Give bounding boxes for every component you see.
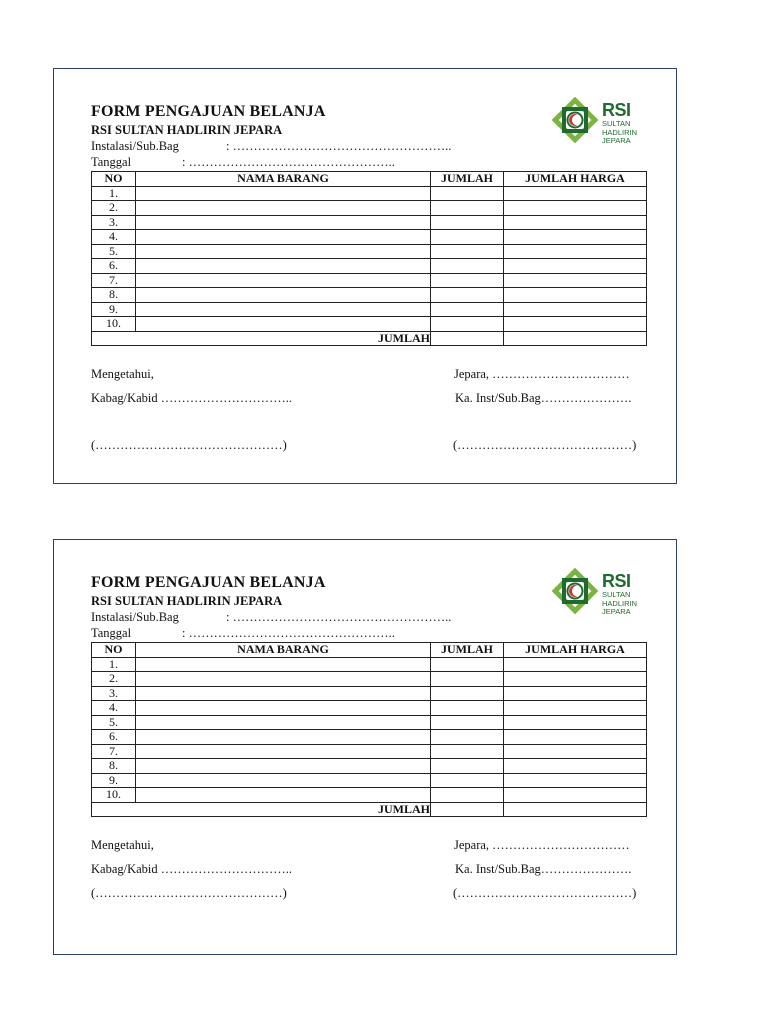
jumlah-cell[interactable] bbox=[431, 657, 504, 672]
tanggal-row bbox=[91, 626, 395, 641]
jumlah-cell[interactable] bbox=[431, 686, 504, 701]
nama-barang-cell[interactable] bbox=[136, 686, 431, 701]
jumlah-harga-cell[interactable] bbox=[504, 686, 647, 701]
form-subtitle: RSI SULTAN HADLIRIN JEPARA bbox=[91, 594, 283, 608]
jumlah-harga-cell[interactable] bbox=[504, 701, 647, 716]
instalasi-label: Instalasi/Sub.Bag bbox=[91, 139, 179, 153]
table-row bbox=[92, 672, 647, 687]
logo-line2: HADLIRIN bbox=[602, 127, 638, 137]
table-header-row bbox=[92, 643, 647, 658]
nama-barang-cell[interactable] bbox=[136, 317, 431, 332]
row-number: 3. bbox=[92, 686, 136, 701]
jumlah-cell[interactable] bbox=[431, 715, 504, 730]
logo-text bbox=[602, 101, 637, 145]
nama-barang-cell[interactable] bbox=[136, 244, 431, 259]
nama-barang-cell[interactable] bbox=[136, 744, 431, 759]
logo-line1: SULTAN bbox=[602, 590, 631, 599]
kabag-kabid-line: Kabag/Kabid ………………………….. bbox=[91, 391, 293, 405]
total-label: JUMLAH bbox=[92, 802, 431, 817]
table-row bbox=[92, 317, 647, 332]
mengetahui-label: Mengetahui, bbox=[91, 367, 154, 381]
header-no: NO bbox=[92, 172, 136, 187]
table-row bbox=[92, 186, 647, 201]
row-number: 1. bbox=[92, 657, 136, 672]
row-number: 1. bbox=[92, 186, 136, 201]
row-number: 5. bbox=[92, 244, 136, 259]
jumlah-harga-cell[interactable] bbox=[504, 273, 647, 288]
logo-line1: SULTAN bbox=[602, 119, 631, 128]
nama-barang-cell[interactable] bbox=[136, 657, 431, 672]
table-row bbox=[92, 744, 647, 759]
row-number: 7. bbox=[92, 744, 136, 759]
jumlah-cell[interactable] bbox=[431, 788, 504, 803]
ka-inst-line: Ka. Inst/Sub.Bag…………………. bbox=[455, 862, 632, 876]
nama-barang-cell[interactable] bbox=[136, 701, 431, 716]
ka-inst-line: Ka. Inst/Sub.Bag…………………. bbox=[455, 391, 632, 405]
nama-barang-cell[interactable] bbox=[136, 773, 431, 788]
table-row bbox=[92, 273, 647, 288]
jumlah-harga-cell[interactable] bbox=[504, 186, 647, 201]
table-row bbox=[92, 288, 647, 303]
table-row bbox=[92, 302, 647, 317]
jumlah-harga-cell[interactable] bbox=[504, 759, 647, 774]
nama-barang-cell[interactable] bbox=[136, 730, 431, 745]
jumlah-harga-cell[interactable] bbox=[504, 302, 647, 317]
left-signature-name: (………………………………………) bbox=[91, 886, 287, 900]
items-table bbox=[91, 171, 647, 346]
table-row bbox=[92, 657, 647, 672]
jepara-date-line: Jepara, …………………………… bbox=[454, 367, 630, 381]
jumlah-cell[interactable] bbox=[431, 701, 504, 716]
instalasi-field[interactable]: : …………………………………………….. bbox=[226, 139, 452, 153]
row-number: 8. bbox=[92, 759, 136, 774]
instalasi-label: Instalasi/Sub.Bag bbox=[91, 610, 179, 624]
kabag-kabid-line: Kabag/Kabid ………………………….. bbox=[91, 862, 293, 876]
tanggal-field[interactable]: : ………………………………………….. bbox=[182, 155, 395, 169]
header-jumlah: JUMLAH bbox=[431, 172, 504, 187]
rsi-logo bbox=[552, 97, 638, 143]
nama-barang-cell[interactable] bbox=[136, 302, 431, 317]
logo-line2: HADLIRIN bbox=[602, 598, 638, 608]
table-row bbox=[92, 730, 647, 745]
row-number: 10. bbox=[92, 317, 136, 332]
table-row bbox=[92, 201, 647, 216]
row-number: 2. bbox=[92, 201, 136, 216]
row-number: 9. bbox=[92, 773, 136, 788]
jumlah-harga-cell[interactable] bbox=[504, 788, 647, 803]
jumlah-harga-cell[interactable] bbox=[504, 317, 647, 332]
total-row bbox=[92, 802, 647, 817]
total-harga-cell[interactable] bbox=[504, 802, 647, 817]
rsi-logo-icon bbox=[552, 568, 598, 614]
tanggal-row bbox=[91, 155, 395, 170]
header-jumlah: JUMLAH bbox=[431, 643, 504, 658]
right-signature-name: (……………………………………) bbox=[453, 438, 637, 452]
jumlah-cell[interactable] bbox=[431, 730, 504, 745]
total-row bbox=[92, 331, 647, 346]
mengetahui-label: Mengetahui, bbox=[91, 838, 154, 852]
row-number: 9. bbox=[92, 302, 136, 317]
instalasi-row bbox=[91, 610, 451, 625]
logo-text bbox=[602, 572, 637, 616]
jumlah-cell[interactable] bbox=[431, 230, 504, 245]
jumlah-harga-cell[interactable] bbox=[504, 244, 647, 259]
nama-barang-cell[interactable] bbox=[136, 215, 431, 230]
table-header-row bbox=[92, 172, 647, 187]
jepara-date-line: Jepara, …………………………… bbox=[454, 838, 630, 852]
form-card-2 bbox=[53, 539, 677, 955]
left-signature-name: (………………………………………) bbox=[91, 438, 287, 452]
jumlah-harga-cell[interactable] bbox=[504, 715, 647, 730]
logo-line3: JEPARA bbox=[602, 607, 631, 616]
total-harga-cell[interactable] bbox=[504, 331, 647, 346]
header-nama-barang: NAMA BARANG bbox=[136, 172, 431, 187]
jumlah-harga-cell[interactable] bbox=[504, 259, 647, 274]
jumlah-harga-cell[interactable] bbox=[504, 288, 647, 303]
logo-rsi: RSI bbox=[602, 100, 631, 120]
jumlah-harga-cell[interactable] bbox=[504, 657, 647, 672]
jumlah-cell[interactable] bbox=[431, 288, 504, 303]
row-number: 4. bbox=[92, 230, 136, 245]
jumlah-harga-cell[interactable] bbox=[504, 215, 647, 230]
right-signature-name: (……………………………………) bbox=[453, 886, 637, 900]
row-number: 3. bbox=[92, 215, 136, 230]
nama-barang-cell[interactable] bbox=[136, 201, 431, 216]
nama-barang-cell[interactable] bbox=[136, 273, 431, 288]
row-number: 2. bbox=[92, 672, 136, 687]
table-row bbox=[92, 773, 647, 788]
logo-rsi: RSI bbox=[602, 571, 631, 591]
jumlah-harga-cell[interactable] bbox=[504, 744, 647, 759]
nama-barang-cell[interactable] bbox=[136, 715, 431, 730]
form-card-1 bbox=[53, 68, 677, 484]
nama-barang-cell[interactable] bbox=[136, 288, 431, 303]
row-number: 10. bbox=[92, 788, 136, 803]
jumlah-harga-cell[interactable] bbox=[504, 230, 647, 245]
instalasi-field[interactable]: : …………………………………………….. bbox=[226, 610, 452, 624]
form-subtitle: RSI SULTAN HADLIRIN JEPARA bbox=[91, 123, 283, 137]
table-row bbox=[92, 244, 647, 259]
rsi-logo bbox=[552, 568, 638, 614]
row-number: 8. bbox=[92, 288, 136, 303]
jumlah-cell[interactable] bbox=[431, 302, 504, 317]
total-jumlah-cell[interactable] bbox=[431, 331, 504, 346]
jumlah-cell[interactable] bbox=[431, 773, 504, 788]
row-number: 5. bbox=[92, 715, 136, 730]
rsi-logo-icon bbox=[552, 97, 598, 143]
jumlah-cell[interactable] bbox=[431, 759, 504, 774]
nama-barang-cell[interactable] bbox=[136, 759, 431, 774]
table-row bbox=[92, 715, 647, 730]
jumlah-harga-cell[interactable] bbox=[504, 672, 647, 687]
header-jumlah-harga: JUMLAH HARGA bbox=[504, 172, 647, 187]
nama-barang-cell[interactable] bbox=[136, 186, 431, 201]
header-nama-barang: NAMA BARANG bbox=[136, 643, 431, 658]
row-number: 4. bbox=[92, 701, 136, 716]
tanggal-field[interactable]: : ………………………………………….. bbox=[182, 626, 395, 640]
tanggal-label: Tanggal bbox=[91, 155, 132, 169]
jumlah-cell[interactable] bbox=[431, 259, 504, 274]
jumlah-cell[interactable] bbox=[431, 317, 504, 332]
table-row bbox=[92, 230, 647, 245]
jumlah-cell[interactable] bbox=[431, 215, 504, 230]
table-row bbox=[92, 701, 647, 716]
jumlah-cell[interactable] bbox=[431, 244, 504, 259]
items-table bbox=[91, 642, 647, 817]
form-title: FORM PENGAJUAN BELANJA bbox=[91, 103, 326, 120]
form-title: FORM PENGAJUAN BELANJA bbox=[91, 574, 326, 591]
jumlah-harga-cell[interactable] bbox=[504, 730, 647, 745]
jumlah-cell[interactable] bbox=[431, 744, 504, 759]
jumlah-cell[interactable] bbox=[431, 186, 504, 201]
instalasi-row bbox=[91, 139, 451, 154]
table-row bbox=[92, 686, 647, 701]
logo-line3: JEPARA bbox=[602, 136, 631, 145]
jumlah-cell[interactable] bbox=[431, 201, 504, 216]
jumlah-cell[interactable] bbox=[431, 672, 504, 687]
row-number: 6. bbox=[92, 259, 136, 274]
table-row bbox=[92, 788, 647, 803]
row-number: 6. bbox=[92, 730, 136, 745]
jumlah-harga-cell[interactable] bbox=[504, 773, 647, 788]
total-label: JUMLAH bbox=[92, 331, 431, 346]
tanggal-label: Tanggal bbox=[91, 626, 132, 640]
nama-barang-cell[interactable] bbox=[136, 259, 431, 274]
table-row bbox=[92, 215, 647, 230]
table-row bbox=[92, 759, 647, 774]
jumlah-cell[interactable] bbox=[431, 273, 504, 288]
header-no: NO bbox=[92, 643, 136, 658]
table-row bbox=[92, 259, 647, 274]
total-jumlah-cell[interactable] bbox=[431, 802, 504, 817]
nama-barang-cell[interactable] bbox=[136, 788, 431, 803]
nama-barang-cell[interactable] bbox=[136, 230, 431, 245]
jumlah-harga-cell[interactable] bbox=[504, 201, 647, 216]
row-number: 7. bbox=[92, 273, 136, 288]
header-jumlah-harga: JUMLAH HARGA bbox=[504, 643, 647, 658]
nama-barang-cell[interactable] bbox=[136, 672, 431, 687]
